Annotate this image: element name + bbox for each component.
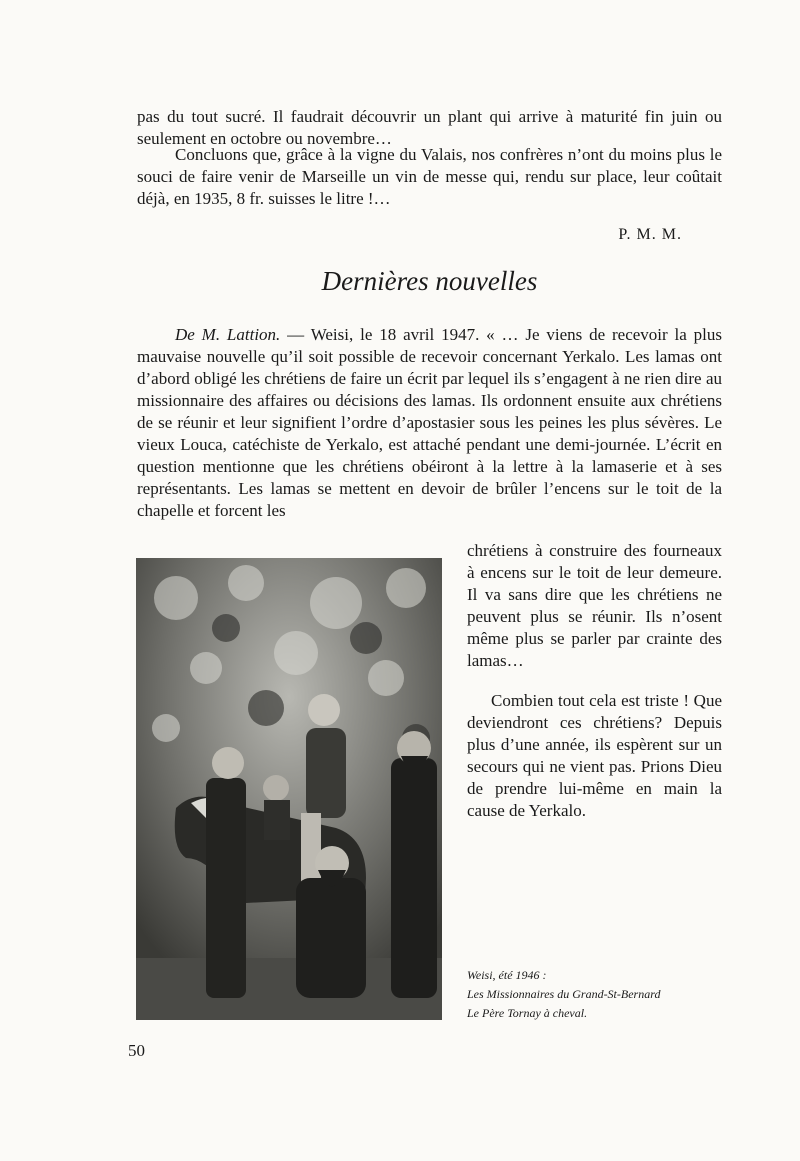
photo-illustration xyxy=(136,558,442,1020)
paragraph-news-lead: De M. Lattion. xyxy=(175,325,281,344)
photograph-missionaries xyxy=(136,558,442,1020)
paragraph-column-2: Combien tout cela est triste ! Que deviendront ces chrétiens? Depuis plus d’une année, ils espèrent sur un secours qui ne vient pas. Prions Dieu de prendre lui-même en main la cause de Yerkalo. xyxy=(467,691,722,820)
photo-caption xyxy=(467,966,727,1023)
paragraph-news xyxy=(137,324,722,522)
page-number: 50 xyxy=(128,1041,145,1060)
paragraph-news-body: — Weisi, le 18 avril 1947. « … Je viens de recevoir la plus mauvaise nouvelle qu’il soit possible de recevoir concernant Yerkalo. Les lamas ont d’abord obligé les chrétiens de faire un écrit par lequel ils s’engagent à ne rien dire au missionnaire des affaires ou décisions des lamas. Ils ordonnent ensuite aux chrétiens de se réunir et leur signifient l’ordre d’apostasier sous les peines les plus sévères. Le vieux Louca, catéchiste de Yerkalo, est attaché pendant une demi-journée. L’écrit en question mentionne que les chrétiens obéiront à la lettre à la lamaserie et à ses représentants. Les lamas se mettent en devoir de brûler l’encens sur le toit de la chapelle et forcent les xyxy=(137,325,722,520)
caption-line-1: Weisi, été 1946 : xyxy=(467,968,547,982)
caption-line-3: Le Père Tornay à cheval. xyxy=(467,1006,588,1020)
paragraph-continuation: pas du tout sucré. Il faudrait découvrir un plant qui arrive à maturité fin juin ou seulement en octobre ou novembre… xyxy=(137,107,722,148)
paragraph-column-1: chrétiens à construire des fourneaux à encens sur le toit de leur demeure. Il va sans dire que les chrétiens ne peuvent plus se réunir. Ils n’osent même plus se parler par crainte des lamas… xyxy=(467,541,722,670)
section-heading: Dernières nouvelles xyxy=(321,266,538,296)
caption-line-2: Les Missionnaires du Grand-St-Bernard xyxy=(467,987,661,1001)
author-signature: P. M. M. xyxy=(618,226,682,243)
paragraph-conclusion: Concluons que, grâce à la vigne du Valais, nos confrères n’ont du moins plus le souci de faire venir de Marseille un vin de messe qui, rendu sur place, leur coûtait déjà, en 1935, 8 fr. suisses le litre !… xyxy=(137,145,722,208)
